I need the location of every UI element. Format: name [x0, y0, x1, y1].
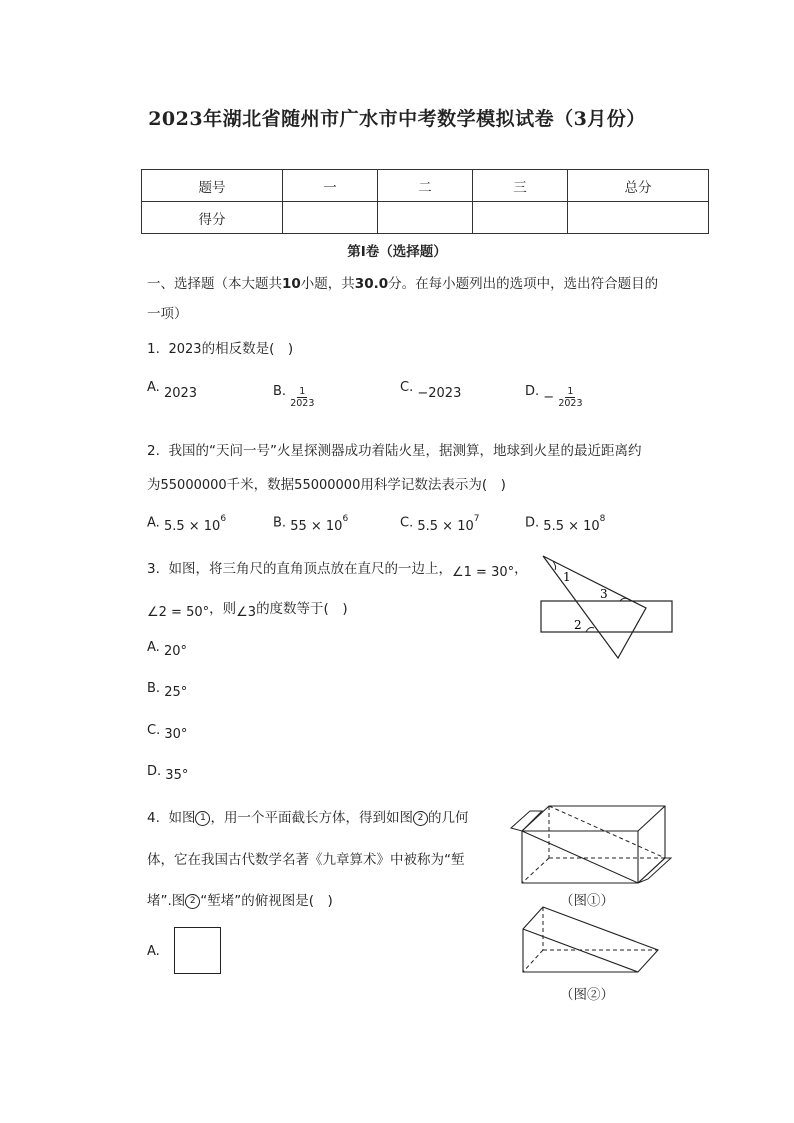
- table-cell: 总分: [568, 170, 709, 202]
- option-value: −2023: [417, 386, 462, 401]
- option-label: D.: [147, 764, 162, 779]
- exponent: 6: [220, 514, 227, 524]
- question-2-stem-line2: [147, 473, 506, 493]
- question-number: 3.: [147, 561, 160, 577]
- option-label: B.: [147, 681, 161, 696]
- q3-option-a[interactable]: [147, 640, 187, 659]
- q1-option-a[interactable]: [147, 380, 198, 401]
- option-label: B.: [273, 515, 287, 531]
- option-value: 2023: [163, 386, 198, 401]
- exponent: 8: [599, 514, 606, 524]
- angle-label-2: 2: [574, 618, 582, 632]
- question-number: 4.: [147, 810, 160, 826]
- triangle: [543, 556, 646, 658]
- q2-option-a[interactable]: [147, 514, 227, 535]
- option-label: A.: [147, 380, 160, 395]
- hidden-edge: [522, 858, 549, 883]
- part-header-line2: 一项）: [147, 306, 188, 322]
- math-value: 55000000: [160, 478, 227, 493]
- table-cell: 得分: [142, 202, 283, 234]
- stem-text: 的度数等于( ): [256, 601, 348, 617]
- option-value: 5.5 × 10: [543, 519, 600, 535]
- q3-option-b[interactable]: [147, 681, 188, 700]
- cuboid-figure: [508, 803, 674, 885]
- table-row: [142, 170, 709, 202]
- q1-option-c[interactable]: [400, 380, 462, 401]
- score-table: [141, 169, 709, 234]
- cut-plane-left: [511, 811, 542, 831]
- option-value: 35°: [165, 768, 189, 783]
- fraction-denominator: 2023: [558, 398, 583, 409]
- triangle-ruler-figure: [535, 553, 677, 663]
- figure-1-caption: （图①）: [560, 893, 614, 909]
- score-cell[interactable]: [378, 202, 473, 234]
- option-label: B.: [273, 384, 287, 399]
- option-value: 30°: [164, 727, 188, 742]
- stem-text: 的几何: [427, 810, 469, 826]
- fraction: [290, 386, 314, 409]
- option-label: A.: [147, 515, 160, 531]
- option-value: 5.5 × 10: [163, 519, 221, 535]
- option-label: A.: [147, 944, 160, 959]
- q3-option-d[interactable]: [147, 764, 189, 783]
- question-4-stem-line2: [147, 848, 465, 868]
- option-label: D.: [525, 384, 540, 399]
- square-shape: [174, 927, 221, 974]
- stem-text: 如图: [168, 810, 196, 826]
- stem-text: 中被称为“堑: [390, 852, 465, 868]
- table-cell: 题号: [142, 170, 283, 202]
- q2-option-d[interactable]: [525, 514, 606, 535]
- option-label: A.: [147, 640, 160, 655]
- header-text: 10: [282, 276, 301, 292]
- option-value: 5.5 × 10: [417, 519, 474, 535]
- math-value: ∠1 = 30°: [451, 565, 515, 580]
- option-label: C.: [400, 515, 414, 531]
- option-label: C.: [400, 380, 414, 395]
- fraction-numerator: 1: [299, 386, 306, 397]
- stem-text: “堑堵”的俯视图是( ): [200, 893, 333, 909]
- table-cell: 一: [283, 170, 378, 202]
- cut-plane-right: [638, 858, 671, 883]
- book-title: 《九章算术》: [309, 852, 390, 868]
- circled-number: 2: [185, 894, 200, 909]
- question-1-stem: [147, 337, 293, 357]
- score-cell[interactable]: [473, 202, 568, 234]
- q3-option-c[interactable]: [147, 723, 188, 742]
- q1-option-d[interactable]: [525, 380, 583, 409]
- angle-label-3: 3: [600, 587, 608, 601]
- question-number: 2.: [147, 443, 160, 459]
- exponent: 6: [342, 514, 349, 524]
- header-text: 分。在每小题列出的选项中，选出符合题目的: [388, 276, 659, 292]
- fraction-numerator: 1: [567, 386, 574, 397]
- page-title: 2023年湖北省随州市广水市中考数学模拟试卷（3月份）: [148, 108, 646, 130]
- score-cell[interactable]: [283, 202, 378, 234]
- cut-diagonal: [549, 806, 665, 858]
- exponent: 7: [473, 514, 480, 524]
- stem-text: 体，它在我国古代数学名著: [147, 852, 309, 868]
- stem-text: 用科学记数法表示为( ): [360, 477, 506, 493]
- stem-text: 我国的“天问一号”火星探测器成功着陆火星，据测算，地球到火星的最近距离约: [168, 443, 642, 459]
- minus-sign: −: [543, 390, 555, 405]
- q2-option-b[interactable]: [273, 514, 349, 535]
- stem-text: 为: [147, 477, 161, 493]
- stem-text: ，用一个平面截长方体，得到如图: [210, 810, 413, 826]
- question-number: 1.: [147, 341, 160, 357]
- angle-label-1: 1: [563, 570, 571, 584]
- header-text: 一、选择题（本大题共: [147, 276, 282, 292]
- question-4-stem-line3: [147, 889, 333, 909]
- fraction-denominator: 2023: [290, 398, 315, 409]
- question-4-stem-line1: [147, 806, 468, 826]
- math-value: ∠3: [236, 605, 257, 620]
- cut-diagonal: [522, 831, 638, 883]
- angle2-arc: [586, 628, 594, 633]
- stem-text: 如图，将三角尺的直角顶点放在直尺的一边上，: [168, 561, 452, 577]
- option-label: D.: [525, 515, 540, 531]
- fraction: [558, 386, 582, 409]
- part-header: [147, 272, 658, 292]
- q4-option-a[interactable]: [147, 944, 160, 959]
- stem-text: 的相反数是( ): [201, 341, 294, 357]
- edge: [638, 806, 665, 831]
- math-value: 2023: [168, 342, 202, 357]
- option-value: 55 × 10: [290, 519, 343, 535]
- q1-option-b[interactable]: [273, 380, 315, 409]
- table-row: [142, 202, 709, 234]
- hidden-edge: [523, 950, 543, 972]
- score-cell[interactable]: [568, 202, 709, 234]
- qiandu-figure: [518, 904, 664, 976]
- option-label: C.: [147, 723, 161, 738]
- stem-text: ，则: [209, 601, 237, 617]
- math-value: 55000000: [294, 478, 361, 493]
- stem-text: ，: [514, 561, 528, 577]
- question-2-stem-line1: [147, 439, 641, 459]
- q2-option-c[interactable]: [400, 514, 480, 535]
- circled-number: 2: [413, 811, 428, 826]
- stem-text: 千米，数据: [226, 477, 295, 493]
- stem-text: .图: [167, 893, 186, 909]
- circled-number: 1: [195, 811, 210, 826]
- figure-2-caption: （图②）: [560, 987, 614, 1003]
- table-cell: 二: [378, 170, 473, 202]
- question-3-stem-line1: [147, 557, 528, 580]
- cuboid-outline: [522, 806, 665, 883]
- stem-text: 堵”: [147, 893, 168, 909]
- option-value: 25°: [164, 685, 188, 700]
- ruler-rect: [541, 601, 672, 632]
- header-text: 30.0: [354, 276, 389, 292]
- question-3-stem-line2: [147, 597, 348, 620]
- table-cell: 三: [473, 170, 568, 202]
- header-text: 小题，共: [300, 276, 355, 292]
- option-value: 20°: [163, 644, 187, 659]
- math-value: ∠2 = 50°: [147, 605, 210, 620]
- section-title: 第I卷（选择题）: [347, 244, 447, 260]
